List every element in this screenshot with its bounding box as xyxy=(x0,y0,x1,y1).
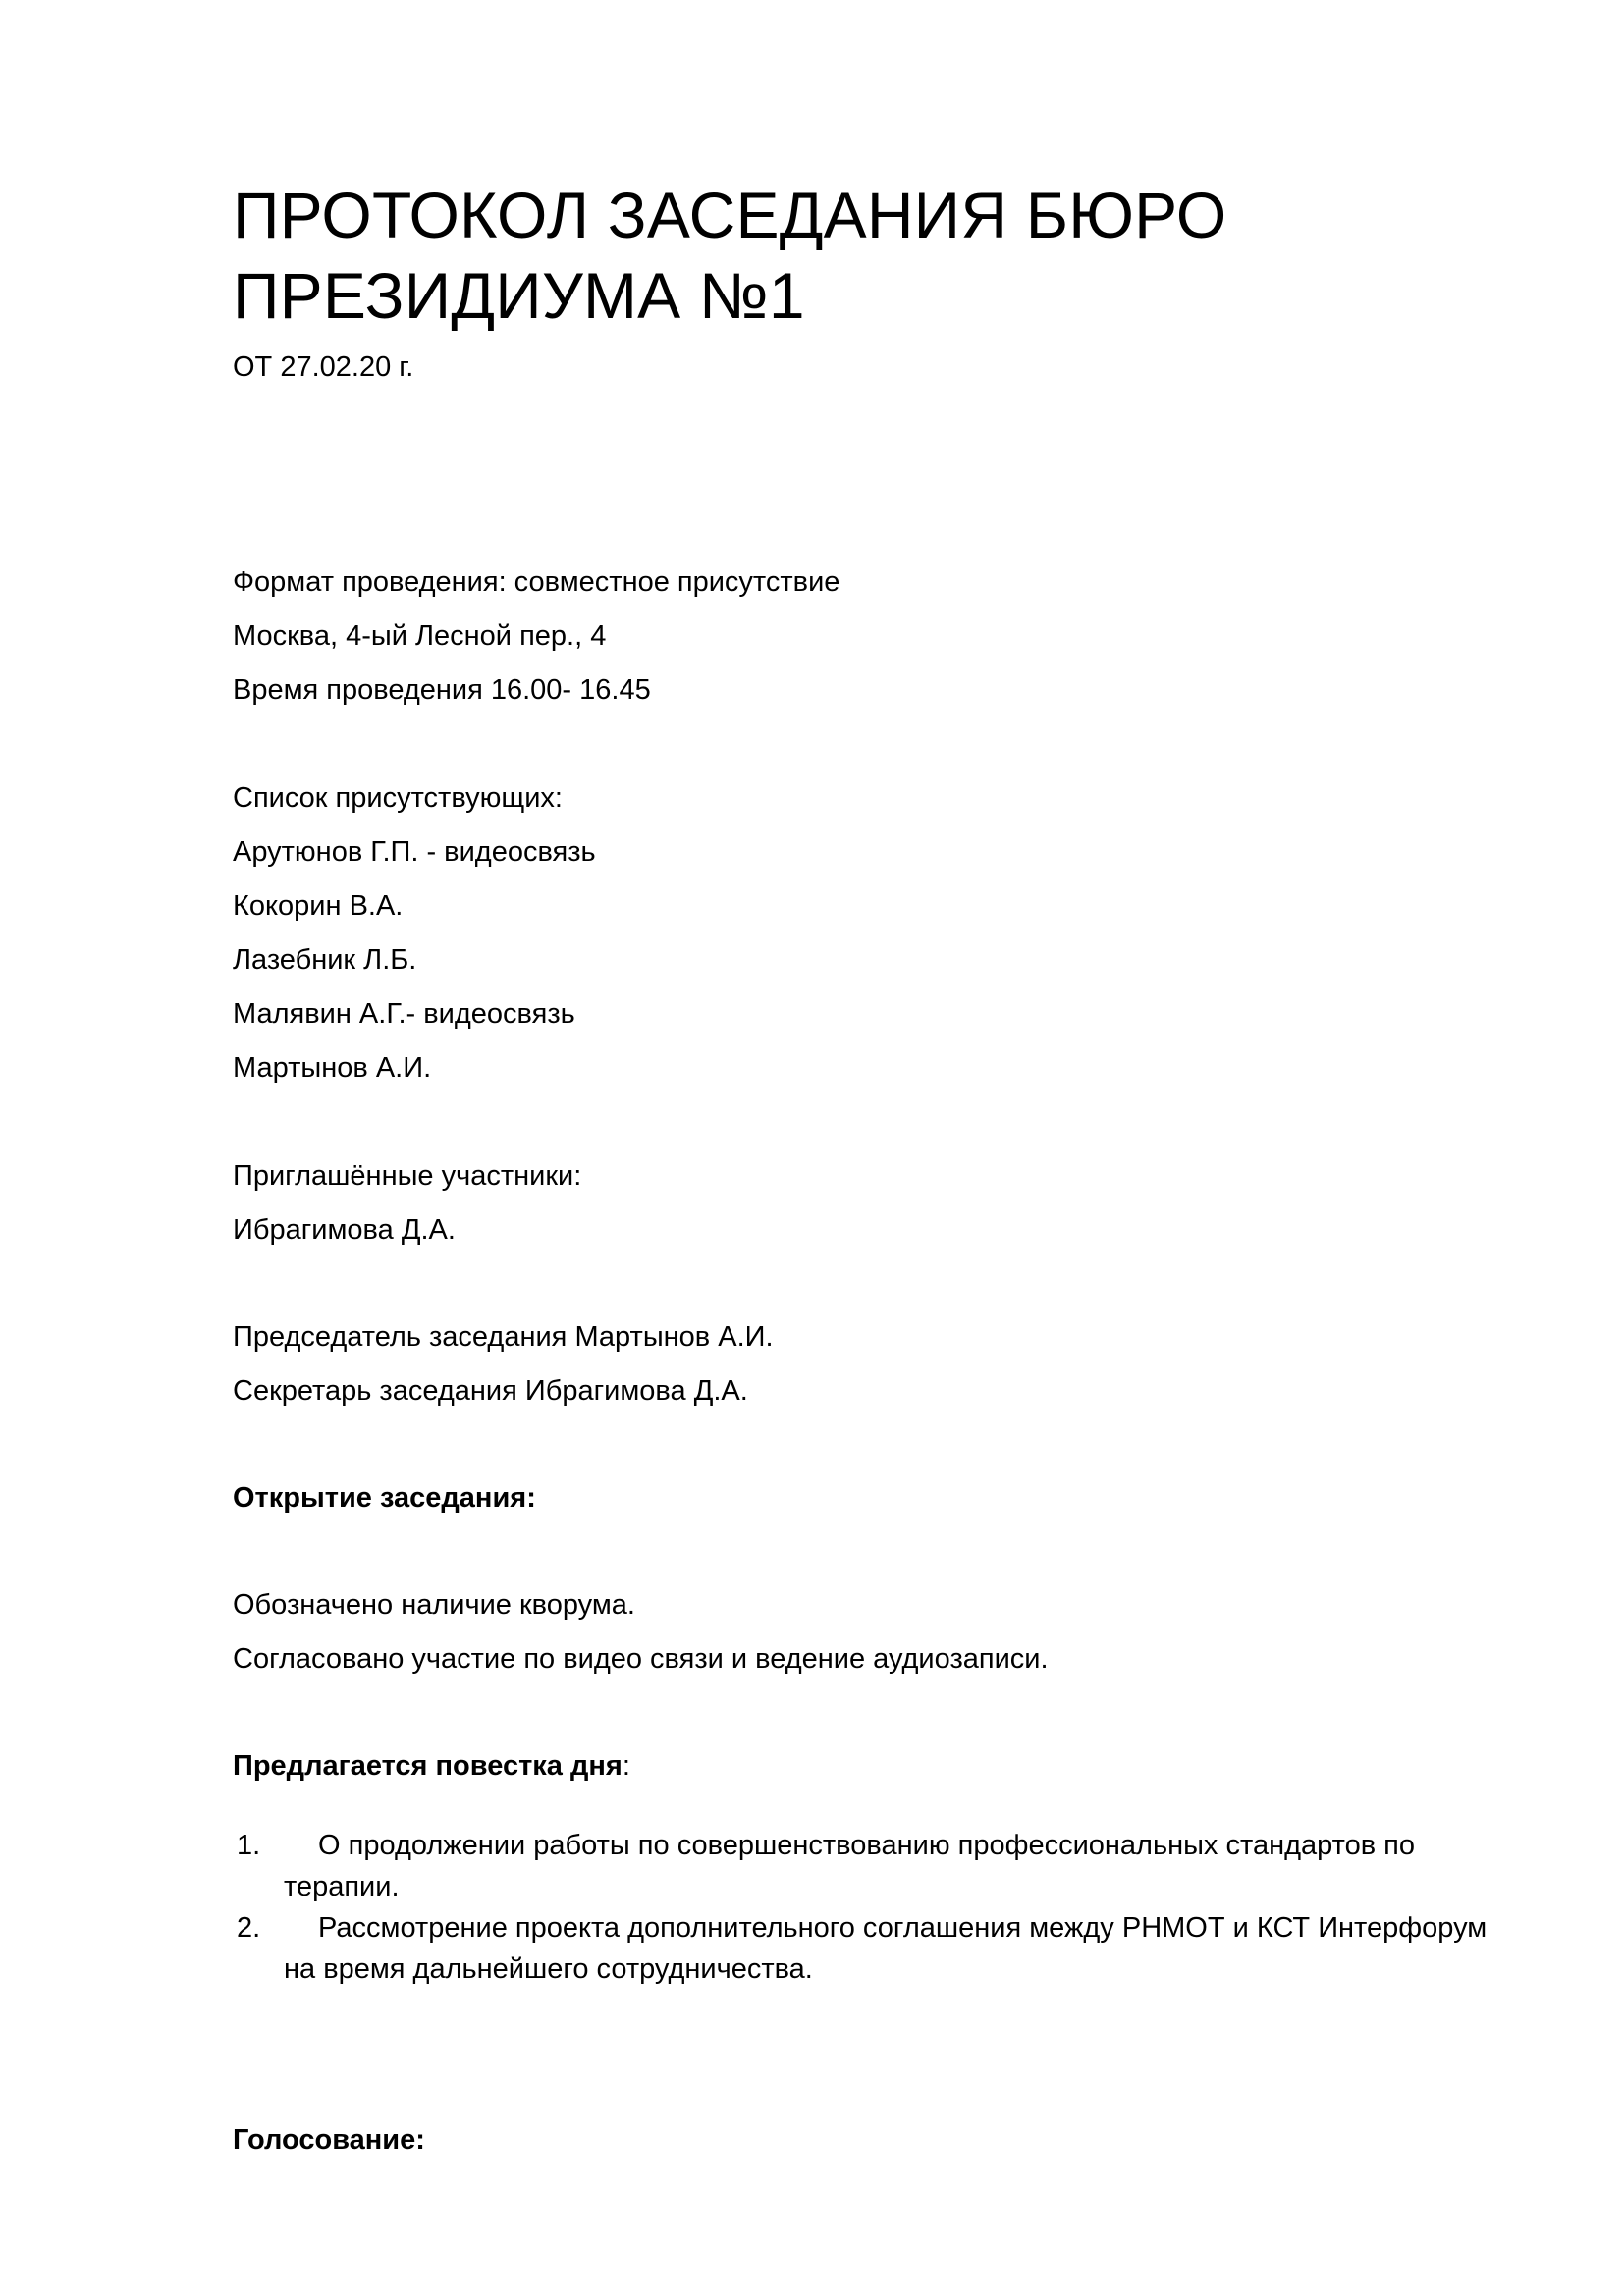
attendee-item: Кокорин В.А. xyxy=(233,890,404,922)
invited-item: Ибрагимова Д.А. xyxy=(233,1214,456,1246)
secretary-line: Секретарь заседания Ибрагимова Д.А. xyxy=(233,1375,748,1407)
attendee-item: Мартынов А.И. xyxy=(233,1052,432,1084)
attendees-heading: Список присутствующих: xyxy=(233,782,563,814)
title-line-1: ПРОТОКОЛ ЗАСЕДАНИЯ БЮРО xyxy=(233,179,1227,251)
agenda-heading-colon: : xyxy=(622,1750,630,1782)
meeting-format: Формат проведения: совместное присутствие xyxy=(233,566,840,598)
attendee-item: Лазебник Л.Б. xyxy=(233,944,417,976)
title-line-2: ПРЕЗИДИУМА №1 xyxy=(233,259,805,332)
agenda-item xyxy=(233,1825,1519,1907)
opening-line: Согласовано участие по видео связи и ведение аудиозаписи. xyxy=(233,1643,1049,1675)
agenda-item xyxy=(233,1907,1519,1990)
voting-heading: Голосование: xyxy=(233,2124,425,2156)
attendee-item: Малявин А.Г.- видеосвязь xyxy=(233,998,575,1030)
agenda-item-text: Рассмотрение проекта дополнительного соглашения между РНМОТ и КСТ Интерфорум на время дальнейшего сотрудничества. xyxy=(284,1912,1488,1985)
agenda-item-text: О продолжении работы по совершенствованию профессиональных стандартов по терапии. xyxy=(284,1830,1416,1902)
agenda-item-number: 1. xyxy=(237,1830,261,1861)
meeting-address: Москва, 4-ый Лесной пер., 4 xyxy=(233,620,607,652)
chairman-line: Председатель заседания Мартынов А.И. xyxy=(233,1321,774,1353)
meeting-time: Время проведения 16.00- 16.45 xyxy=(233,674,651,706)
agenda-item-number: 2. xyxy=(237,1912,261,1944)
document-date: ОТ 27.02.20 г. xyxy=(233,351,414,383)
agenda-heading xyxy=(233,1748,630,1784)
document-title xyxy=(233,175,1460,336)
attendee-item: Арутюнов Г.П. - видеосвязь xyxy=(233,836,596,868)
agenda-heading-text: Предлагается повестка дня xyxy=(233,1750,623,1782)
opening-line: Обозначено наличие кворума. xyxy=(233,1589,635,1621)
opening-heading: Открытие заседания: xyxy=(233,1482,536,1514)
invited-heading: Приглашённые участники: xyxy=(233,1160,582,1192)
